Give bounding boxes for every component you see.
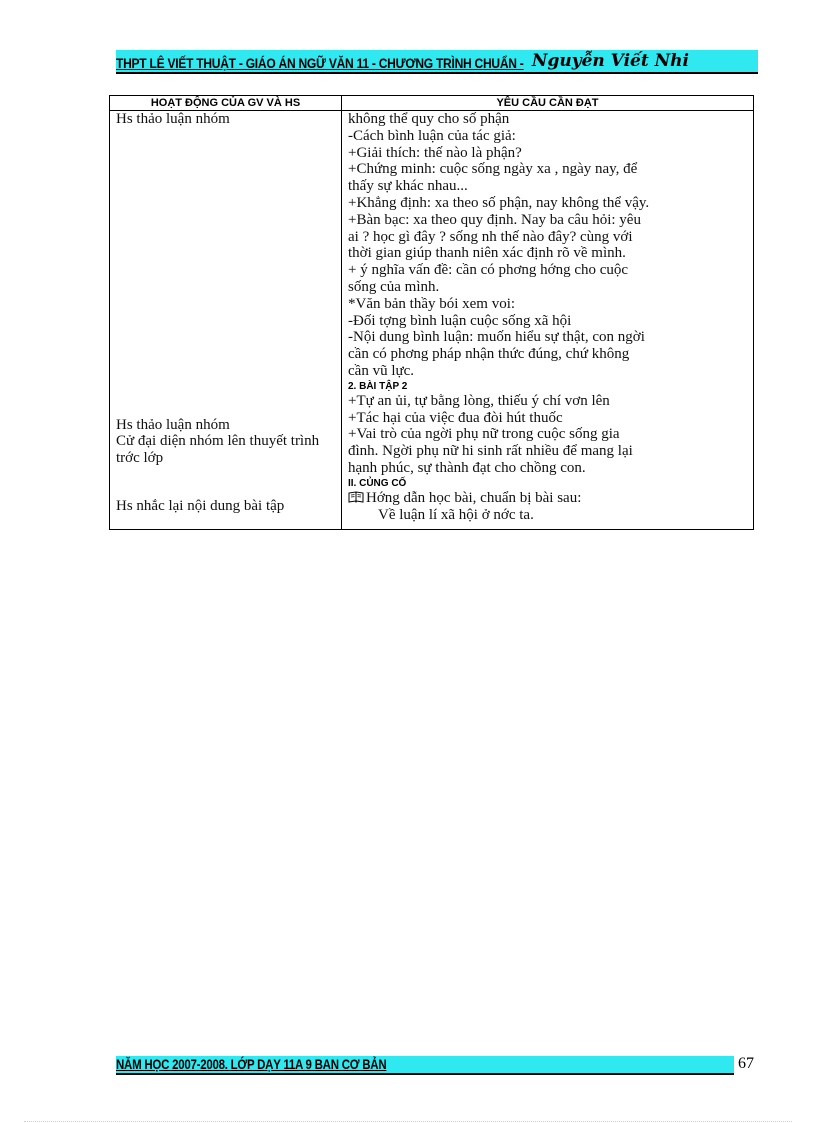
activity-item: Hs thảo luận nhóm bbox=[116, 417, 230, 433]
requirement-line: sống của mình. bbox=[348, 278, 440, 295]
lesson-table bbox=[109, 95, 754, 530]
requirement-line: +Giải thích: thế nào là phận? bbox=[348, 144, 522, 161]
requirement-line: -Đối tợng bình luận cuộc sống xã hội bbox=[348, 312, 572, 329]
header-title: THPT LÊ VIẾT THUẬT - GIÁO ÁN NGỮ VĂN 11 - CHƯƠNG TRÌNH CHUẨN - bbox=[116, 55, 524, 71]
footer-text: NĂM HỌC 2007-2008. LỚP DẠY 11A 9 BAN CƠ BẢN bbox=[116, 1056, 387, 1072]
requirement-line: -Nội dung bình luận: muốn hiểu sự thật, con ngời bbox=[348, 329, 645, 346]
requirement-line: hạnh phúc, sự thành đạt cho chồng con. bbox=[348, 459, 586, 476]
requirement-line: +Tự an ủi, tự bằng lòng, thiếu ý chí vơn lên bbox=[348, 392, 610, 409]
page-number: 67 bbox=[738, 1055, 754, 1072]
exercise-heading: 2. BÀI TẬP 2 bbox=[348, 380, 408, 392]
requirement-line: không thể quy cho số phận bbox=[348, 111, 510, 127]
guide-text: Hớng dẫn học bài, chuẩn bị bài sau: bbox=[366, 489, 582, 506]
guide-line bbox=[348, 490, 747, 507]
header-author: Nguyễn Viết Nhi bbox=[531, 51, 689, 71]
page-header bbox=[116, 50, 758, 74]
requirement-line: +Khẳng định: xa theo số phận, nay không thể vậy. bbox=[348, 194, 650, 211]
table-row bbox=[110, 111, 754, 530]
requirement-line: +Vai trò của ngời phụ nữ trong cuộc sống gia bbox=[348, 426, 620, 443]
requirement-line: ai ? học gì đây ? sống nh thế nào đây? cùng với bbox=[348, 228, 633, 245]
page-bottom-divider bbox=[24, 1121, 792, 1122]
activity-item: Hs nhắc lại nội dung bài tập bbox=[116, 498, 285, 514]
requirement-line: +Bàn bạc: xa theo quy định. Nay ba câu hỏi: yêu bbox=[348, 211, 641, 228]
column-header-requirements: YÊU CẦU CẦN ĐẠT bbox=[342, 96, 754, 111]
requirement-line: cần có phơng pháp nhận thức đúng, chứ không bbox=[348, 346, 630, 363]
requirements-cell bbox=[342, 111, 754, 530]
requirement-line: *Văn bản thầy bói xem voi: bbox=[348, 295, 516, 312]
activities-cell bbox=[110, 111, 342, 530]
column-header-activities: HOẠT ĐỘNG CỦA GV VÀ HS bbox=[110, 96, 342, 111]
open-book-icon bbox=[348, 491, 364, 503]
requirement-line: thời gian giúp thanh niên xác định rõ về mình. bbox=[348, 245, 626, 262]
requirement-line: -Cách bình luận của tác giả: bbox=[348, 127, 516, 144]
requirement-line: thấy sự khác nhau... bbox=[348, 178, 468, 195]
activity-item: Cử đại diện nhóm lên thuyết trình trớc lớp bbox=[116, 433, 320, 466]
requirement-line: +Chứng minh: cuộc sống ngày xa , ngày nay, để bbox=[348, 161, 638, 178]
requirement-line: +Tác hại của việc đua đòi hút thuốc bbox=[348, 409, 563, 426]
requirement-line: đình. Ngời phụ nữ hi sinh rất nhiều để mang lại bbox=[348, 443, 633, 460]
review-heading: II. CỦNG CỐ bbox=[348, 477, 407, 489]
table-header-row bbox=[110, 96, 754, 111]
requirement-line: cần vũ lực. bbox=[348, 362, 415, 379]
guide-line-2: Về luận lí xã hội ở nớc ta. bbox=[378, 506, 534, 523]
requirement-line: + ý nghĩa vấn đề: cần có phơng hớng cho cuộc bbox=[348, 262, 629, 279]
activity-item: Hs thảo luận nhóm bbox=[116, 111, 230, 127]
page-footer bbox=[116, 1056, 734, 1075]
